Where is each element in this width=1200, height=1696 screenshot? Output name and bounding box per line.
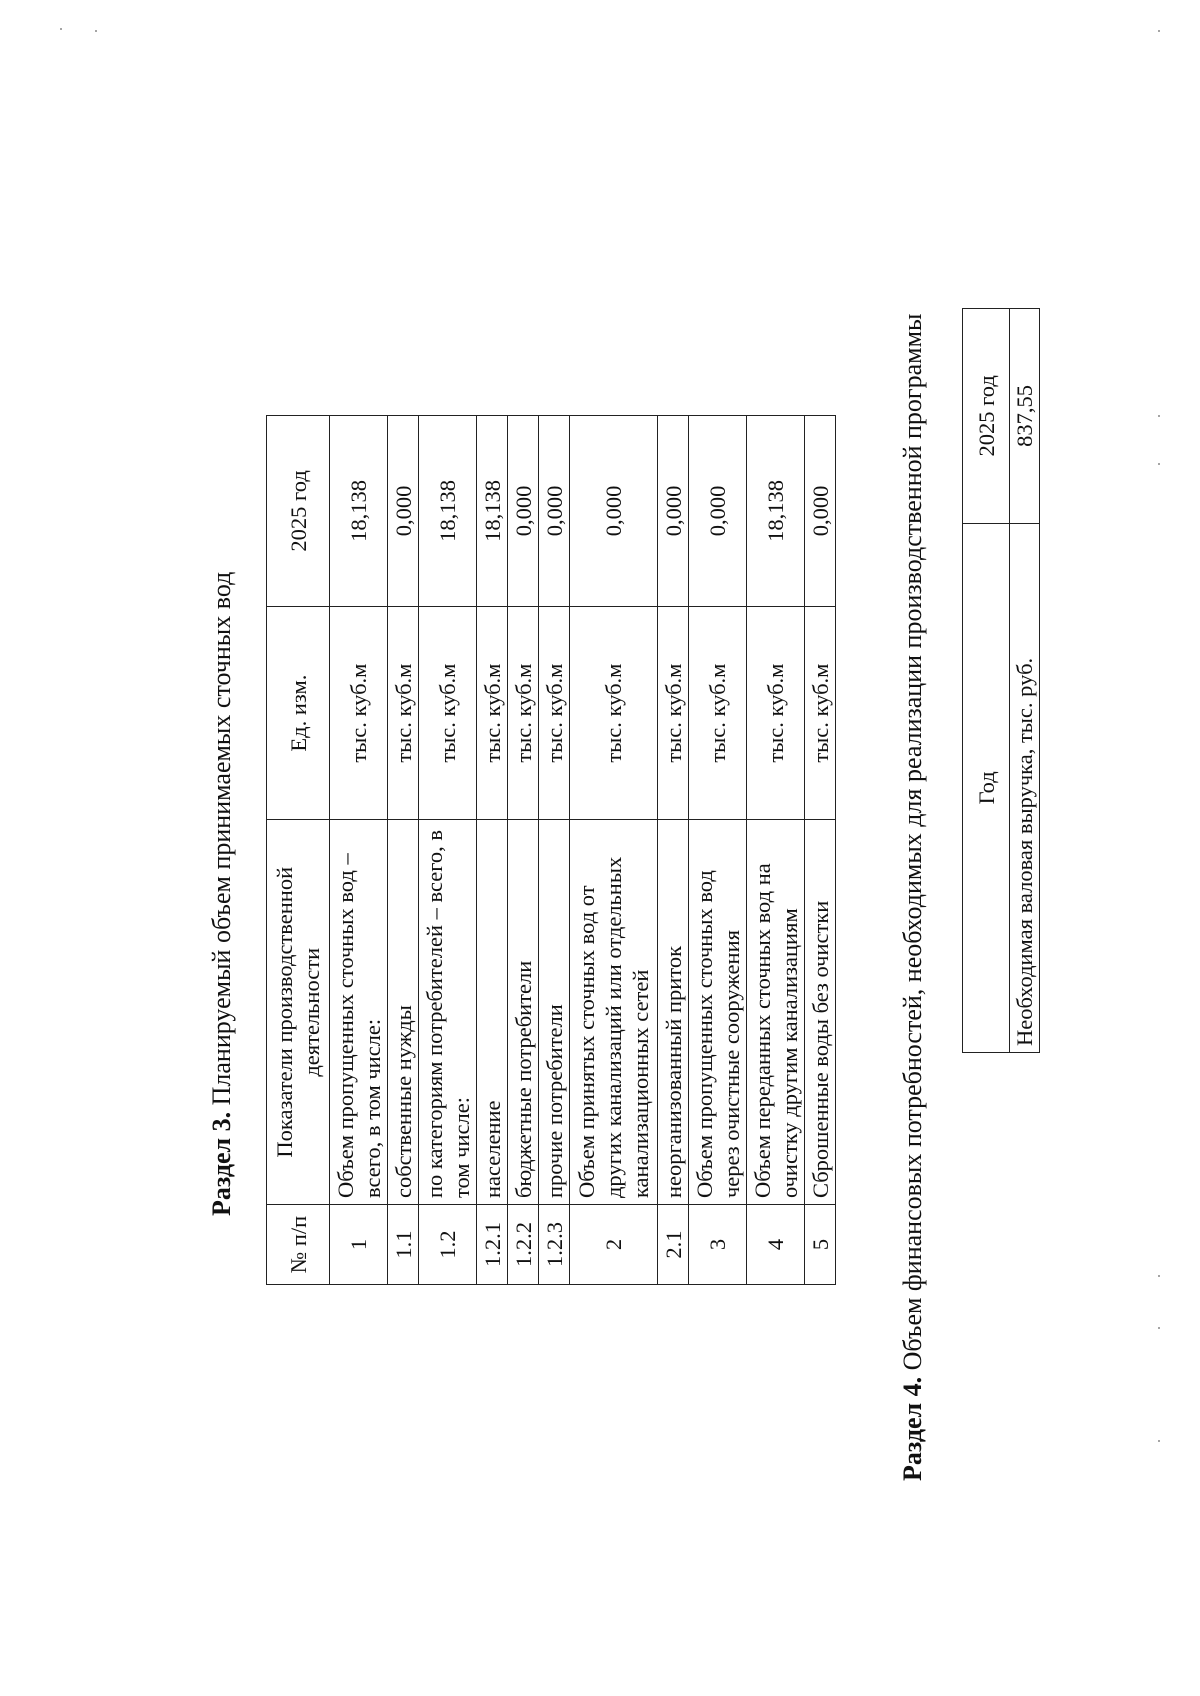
col-header-unit: Ед. изм.	[267, 606, 330, 820]
row-value: 0,000	[805, 416, 836, 607]
row-indicator: Объем принятых сточных вод от других канализаций или отдельных канализационных сетей	[570, 820, 658, 1205]
row-indicator: Сброшенные воды без очистки	[805, 820, 836, 1205]
section3-title-text: Планируемый объем принимаемых сточных вод	[207, 571, 236, 1112]
col-header-indicator: Показатели производственной деятельности	[267, 820, 330, 1205]
row-number: 1.2.2	[508, 1205, 539, 1285]
table-row	[477, 416, 508, 1285]
row-value: 0,000	[689, 416, 747, 607]
section4-header-row	[963, 309, 1010, 1053]
section4-header-label: Год	[963, 523, 1010, 1052]
row-number: 1	[330, 1205, 388, 1285]
row-indicator: бюджетные потребители	[508, 820, 539, 1205]
table-row	[508, 416, 539, 1285]
row-number: 2.1	[658, 1205, 689, 1285]
row-unit: тыс. куб.м	[330, 606, 388, 820]
row-number: 1.1	[388, 1205, 419, 1285]
section4-table	[962, 308, 1040, 1053]
row-indicator: Объем переданных сточных вод на очистку другим канализациям	[747, 820, 805, 1205]
row-indicator: прочие потребители	[539, 820, 570, 1205]
row-number: 2	[570, 1205, 658, 1285]
section4-title-bold: Раздел 4.	[898, 1376, 927, 1481]
col-header-year: 2025 год	[267, 416, 330, 607]
section4-row-value: 837,55	[1010, 309, 1040, 524]
row-unit: тыс. куб.м	[388, 606, 419, 820]
table-row	[419, 416, 477, 1285]
row-indicator: по категориям потребителей – всего, в том числе:	[419, 820, 477, 1205]
table-row	[570, 416, 658, 1285]
table-row	[658, 416, 689, 1285]
row-value: 18,138	[330, 416, 388, 607]
table-row	[539, 416, 570, 1285]
row-number: 3	[689, 1205, 747, 1285]
scan-speck	[1158, 1327, 1160, 1329]
col-header-number: № п/п	[267, 1205, 330, 1285]
scan-speck	[1158, 30, 1160, 32]
row-number: 1.2.1	[477, 1205, 508, 1285]
row-value: 0,000	[658, 416, 689, 607]
table-row	[388, 416, 419, 1285]
row-unit: тыс. куб.м	[805, 606, 836, 820]
row-unit: тыс. куб.м	[570, 606, 658, 820]
section4-title	[898, 313, 928, 1481]
section3-table	[266, 415, 836, 1285]
section4-data-row	[1010, 309, 1040, 1053]
row-unit: тыс. куб.м	[689, 606, 747, 820]
section3-table-body	[330, 416, 836, 1285]
section3-title-bold: Раздел 3.	[207, 1111, 236, 1216]
row-indicator: неорганизованный приток	[658, 820, 689, 1205]
row-value: 0,000	[570, 416, 658, 607]
row-indicator: население	[477, 820, 508, 1205]
row-value: 0,000	[388, 416, 419, 607]
row-number: 1.2.3	[539, 1205, 570, 1285]
row-unit: тыс. куб.м	[539, 606, 570, 820]
scan-speck	[1158, 1275, 1160, 1277]
row-value: 18,138	[747, 416, 805, 607]
row-number: 5	[805, 1205, 836, 1285]
table-row	[805, 416, 836, 1285]
scan-speck	[95, 30, 97, 32]
section4-row-label: Необходимая валовая выручка, тыс. руб.	[1010, 523, 1040, 1052]
row-indicator: Объем пропущенных сточных вод через очистные сооружения	[689, 820, 747, 1205]
row-indicator: собственные нужды	[388, 820, 419, 1205]
scan-speck	[60, 28, 62, 30]
section3-header-row	[267, 416, 330, 1285]
row-unit: тыс. куб.м	[508, 606, 539, 820]
row-value: 0,000	[508, 416, 539, 607]
row-number: 1.2	[419, 1205, 477, 1285]
row-value: 0,000	[539, 416, 570, 607]
table-row	[689, 416, 747, 1285]
table-row	[330, 416, 388, 1285]
scan-speck	[1158, 463, 1160, 465]
section3-title	[207, 572, 237, 1216]
row-value: 18,138	[477, 416, 508, 607]
row-value: 18,138	[419, 416, 477, 607]
row-number: 4	[747, 1205, 805, 1285]
row-indicator: Объем пропущенных сточных вод – всего, в том числе:	[330, 820, 388, 1205]
section4-header-year: 2025 год	[963, 309, 1010, 524]
row-unit: тыс. куб.м	[747, 606, 805, 820]
scan-speck	[1158, 1440, 1160, 1442]
section4-title-text: Объем финансовых потребностей, необходимых для реализации производственной программы	[898, 313, 927, 1377]
row-unit: тыс. куб.м	[658, 606, 689, 820]
row-unit: тыс. куб.м	[419, 606, 477, 820]
table-row	[747, 416, 805, 1285]
row-unit: тыс. куб.м	[477, 606, 508, 820]
scan-speck	[1158, 415, 1160, 417]
